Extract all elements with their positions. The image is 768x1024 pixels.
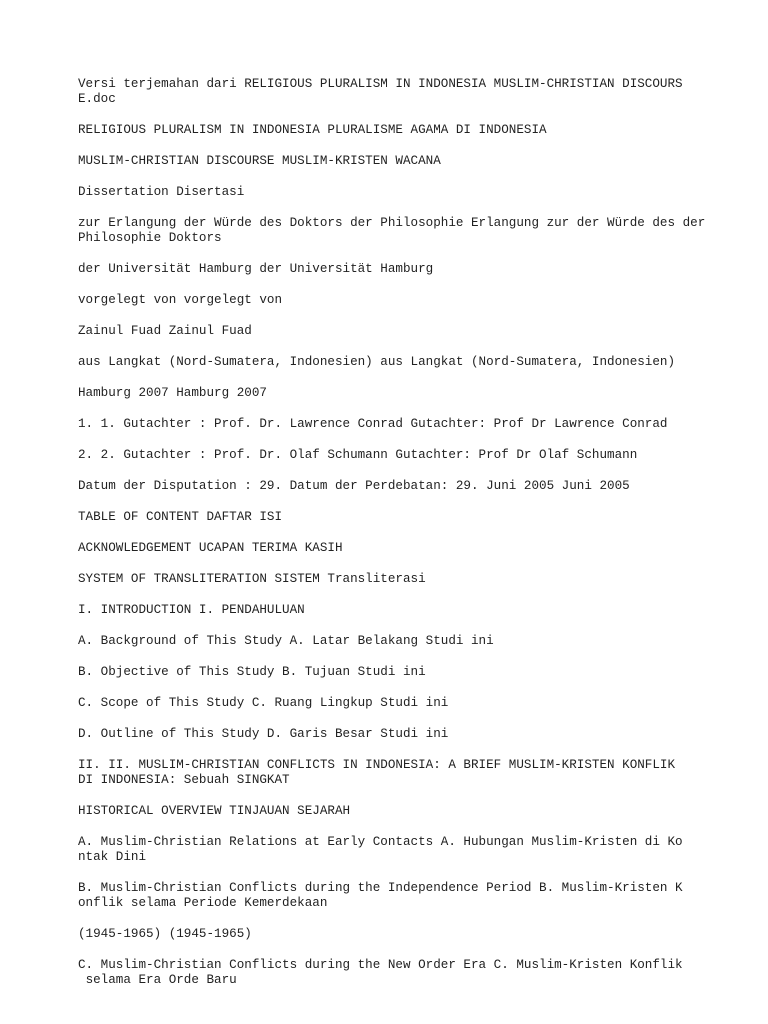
subtitle-discourse: MUSLIM-CHRISTIAN DISCOURSE MUSLIM-KRISTEN WACANA bbox=[78, 154, 441, 168]
submitted-by-line: vorgelegt von vorgelegt von bbox=[78, 293, 283, 307]
title-english-indonesian: RELIGIOUS PLURALISM IN INDONESIA PLURALISME AGAMA DI INDONESIA bbox=[78, 123, 547, 137]
place-year: Hamburg 2007 Hamburg 2007 bbox=[78, 386, 267, 400]
toc-item-historical-overview: HISTORICAL OVERVIEW TINJAUAN SEJARAH bbox=[78, 804, 351, 818]
toc-item-scope: C. Scope of This Study C. Ruang Lingkup Studi ini bbox=[78, 696, 449, 710]
disputation-date: Datum der Disputation : 29. Datum der Perdebatan: 29. Juni 2005 Juni 2005 bbox=[78, 479, 630, 493]
toc-item-early-contacts: A. Muslim-Christian Relations at Early Contacts A. Hubungan Muslim-Kristen di Ko ntak Dini bbox=[78, 835, 683, 864]
university-line: der Universität Hamburg der Universität Hamburg bbox=[78, 262, 434, 276]
toc-item-transliteration: SYSTEM OF TRANSLITERATION SISTEM Transliterasi bbox=[78, 572, 426, 586]
doc-title-line: Versi terjemahan dari RELIGIOUS PLURALISM IN INDONESIA MUSLIM-CHRISTIAN DISCOURS E.doc bbox=[78, 77, 683, 106]
toc-item-outline: D. Outline of This Study D. Garis Besar Studi ini bbox=[78, 727, 449, 741]
toc-item-background: A. Background of This Study A. Latar Belakang Studi ini bbox=[78, 634, 494, 648]
document-body bbox=[78, 77, 728, 1004]
author-origin: aus Langkat (Nord-Sumatera, Indonesien) aus Langkat (Nord-Sumatera, Indonesien) bbox=[78, 355, 676, 369]
second-reviewer: 2. 2. Gutachter : Prof. Dr. Olaf Schumann Gutachter: Prof Dr Olaf Schumann bbox=[78, 448, 638, 462]
toc-item-acknowledgement: ACKNOWLEDGEMENT UCAPAN TERIMA KASIH bbox=[78, 541, 343, 555]
toc-item-new-order-era: C. Muslim-Christian Conflicts during the New Order Era C. Muslim-Kristen Konflik selama Era Orde Baru bbox=[78, 958, 683, 987]
toc-item-chapter-two: II. II. MUSLIM-CHRISTIAN CONFLICTS IN INDONESIA: A BRIEF MUSLIM-KRISTEN KONFLIK DI INDONESIA: Sebuah SINGKAT bbox=[78, 758, 676, 787]
first-reviewer: 1. 1. Gutachter : Prof. Dr. Lawrence Conrad Gutachter: Prof Dr Lawrence Conrad bbox=[78, 417, 668, 431]
toc-item-objective: B. Objective of This Study B. Tujuan Studi ini bbox=[78, 665, 426, 679]
dissertation-label: Dissertation Disertasi bbox=[78, 185, 245, 199]
toc-item-introduction: I. INTRODUCTION I. PENDAHULUAN bbox=[78, 603, 305, 617]
toc-item-independence-period: B. Muslim-Christian Conflicts during the Independence Period B. Muslim-Kristen K onflik selama Periode Kemerdekaan bbox=[78, 881, 683, 910]
author-name: Zainul Fuad Zainul Fuad bbox=[78, 324, 252, 338]
degree-purpose: zur Erlangung der Würde des Doktors der Philosophie Erlangung zur der Würde des der Philosophie Doktors bbox=[78, 216, 706, 245]
toc-item-period-years: (1945-1965) (1945-1965) bbox=[78, 927, 252, 941]
toc-heading: TABLE OF CONTENT DAFTAR ISI bbox=[78, 510, 283, 524]
